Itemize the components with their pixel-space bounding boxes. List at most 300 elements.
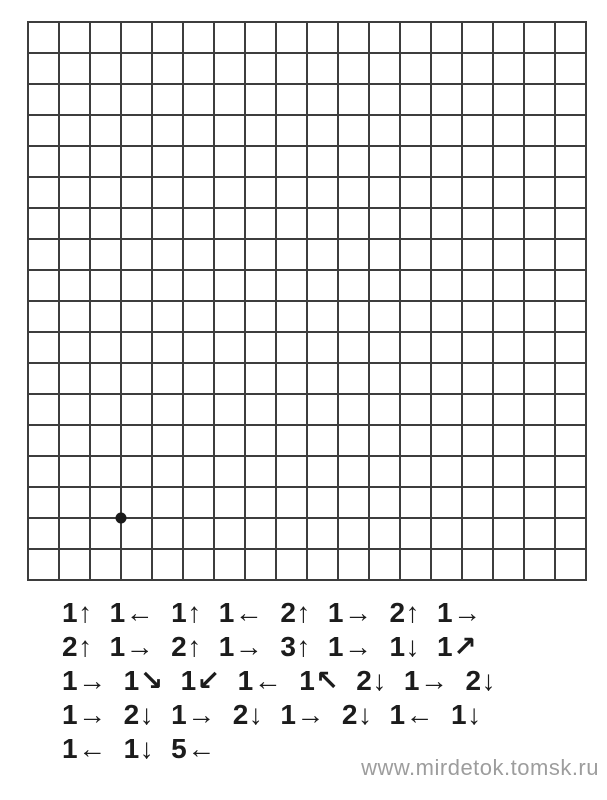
grid-cell [556,116,587,147]
grid-cell [153,178,184,209]
grid-cell [122,395,153,426]
grid-cell [29,209,60,240]
grid-cell [494,85,525,116]
grid-cell [494,550,525,581]
grid-cell [525,519,556,550]
grid-cell [153,147,184,178]
dictation-grid [27,21,587,581]
grid-cell [432,550,463,581]
grid-cell [556,364,587,395]
watermark-url: www.mirdetok.tomsk.ru [361,755,599,780]
grid-cell [556,550,587,581]
instruction-step: 1→ [62,665,107,696]
instruction-step: 2↑ [171,631,202,662]
grid-cell [494,23,525,54]
grid-cell [91,333,122,364]
grid-cell [184,240,215,271]
grid-cell [401,550,432,581]
instruction-step: 5← [171,733,216,764]
grid-cell [339,85,370,116]
grid-cell [184,333,215,364]
grid-cell [215,364,246,395]
grid-cell [246,147,277,178]
grid-cell [463,240,494,271]
grid-cell [122,54,153,85]
grid-cell [277,333,308,364]
grid-cell [246,23,277,54]
instruction-step: 1↓ [389,631,421,662]
instruction-step: 2↓ [341,699,373,730]
grid-cell [556,178,587,209]
grid-cell [29,457,60,488]
instruction-step: 2↓ [356,665,387,696]
grid-cell [339,364,370,395]
grid-cell [215,23,246,54]
grid-cell [432,426,463,457]
grid-cell [215,395,246,426]
instruction-step: 1→ [403,665,449,696]
instruction-step: 1→ [218,631,264,662]
grid-cell [370,550,401,581]
grid-cell [308,364,339,395]
grid-cell [525,240,556,271]
grid-cell [91,23,122,54]
grid-cell [370,457,401,488]
grid-cell [246,271,277,302]
grid-cell [401,116,432,147]
grid-cell [122,178,153,209]
grid-cell [463,23,494,54]
grid-cell [432,240,463,271]
grid-cell [122,364,153,395]
grid-cell [60,178,91,209]
grid-cell [370,85,401,116]
grid-cell [494,364,525,395]
grid-cell [215,116,246,147]
grid-cell [277,457,308,488]
grid-cell [60,240,91,271]
grid-cell [122,23,153,54]
grid-cell [277,364,308,395]
grid-cell [401,395,432,426]
grid-cell [215,271,246,302]
grid-cell [401,178,432,209]
grid-cell [184,302,215,333]
grid-cell [153,519,184,550]
grid-cell [122,116,153,147]
grid-cell [184,54,215,85]
grid-cell [184,271,215,302]
grid-cell [494,488,525,519]
grid-cell [370,116,401,147]
instruction-step: 1→ [171,699,216,730]
grid-cell [246,85,277,116]
grid-cell [215,519,246,550]
grid-cell [184,364,215,395]
grid-cell [277,488,308,519]
grid-cell [370,271,401,302]
grid-cell [556,240,587,271]
grid-cell [60,364,91,395]
grid-cell [401,519,432,550]
grid-cell [556,426,587,457]
grid-cell [122,457,153,488]
grid-cell [184,519,215,550]
grid-cell [277,271,308,302]
grid-cell [122,302,153,333]
grid-cell [308,147,339,178]
grid-cell [246,333,277,364]
grid-cell [432,116,463,147]
grid-cell [184,550,215,581]
grid-cell [153,271,184,302]
grid-cell [308,209,339,240]
grid-cell [277,116,308,147]
grid-cell [246,550,277,581]
grid-cell [153,85,184,116]
grid-cell [339,302,370,333]
grid-cell [525,178,556,209]
grid-cell [308,426,339,457]
grid-cell [29,364,60,395]
grid-cell [370,23,401,54]
grid-cell [91,178,122,209]
grid-cell [463,519,494,550]
grid-cell [525,54,556,85]
grid-cell [60,550,91,581]
grid-cell [153,364,184,395]
grid-cell [463,364,494,395]
grid-cell [401,364,432,395]
grid-cell [525,116,556,147]
grid-cell [494,302,525,333]
instruction-step: 1↙ [180,665,221,696]
grid-cell [432,519,463,550]
grid-cell [463,457,494,488]
grid-cell [122,550,153,581]
grid-cell [370,364,401,395]
instruction-step: 2↑ [62,631,93,662]
grid-cell [432,209,463,240]
instruction-step: 2↑ [280,597,311,628]
grid-cell [277,395,308,426]
grid-cell [339,519,370,550]
grid-cell [215,85,246,116]
grid-cell [339,395,370,426]
grid-cell [401,54,432,85]
grid-cell [29,302,60,333]
grid-cell [246,519,277,550]
grid-cell [308,240,339,271]
grid-cell [246,364,277,395]
grid-cell [122,426,153,457]
grid-cell [432,302,463,333]
grid-cell [525,23,556,54]
grid-cell [494,271,525,302]
grid-cell [91,550,122,581]
grid-cell [556,302,587,333]
grid-cell [463,54,494,85]
grid-cell [215,302,246,333]
grid-cell [153,550,184,581]
instruction-line [62,596,496,630]
grid-cell [463,333,494,364]
grid-cell [525,457,556,488]
grid-cell [525,209,556,240]
grid-cell [463,85,494,116]
instruction-step: 3↑ [280,631,311,662]
grid-cell [184,457,215,488]
grid-cell [494,116,525,147]
grid-cell [153,395,184,426]
grid-cell [463,116,494,147]
grid-cell [277,240,308,271]
grid-cell [91,364,122,395]
grid-cell [432,54,463,85]
grid-cell [401,240,432,271]
grid-cell [463,147,494,178]
grid-cell [494,426,525,457]
grid-cell [370,147,401,178]
grid-cell [556,209,587,240]
grid-cell [277,178,308,209]
grid-cell [91,116,122,147]
grid-cell [153,240,184,271]
grid-cell [432,23,463,54]
grid-cell [525,488,556,519]
grid-cell [29,550,60,581]
instruction-step: 1↖ [299,665,340,696]
grid-cell [122,271,153,302]
grid-cell [153,333,184,364]
grid-cell [246,426,277,457]
instruction-step: 1→ [327,597,373,628]
grid-cell [308,116,339,147]
grid-cell [556,395,587,426]
grid-cell [432,85,463,116]
grid-cell [339,488,370,519]
instruction-step: 1↓ [123,733,155,764]
grid-cell [339,333,370,364]
grid-cell [91,395,122,426]
grid-cell [215,426,246,457]
instruction-step: 1↓ [451,699,482,730]
instruction-step: 1→ [109,631,155,662]
grid-cell [308,395,339,426]
grid-cell [401,209,432,240]
grid-cell [153,457,184,488]
grid-cell [308,488,339,519]
grid-cell [308,178,339,209]
grid-cell [122,147,153,178]
grid-cell [91,85,122,116]
grid-cell [246,116,277,147]
instruction-step: 2↓ [123,699,155,730]
grid-cell [91,147,122,178]
grid-cell [494,209,525,240]
grid-cell [463,426,494,457]
instruction-step: 1← [237,665,283,696]
grid-cell [525,147,556,178]
grid-cell [463,209,494,240]
grid-cell [91,519,122,550]
grid-cell [525,550,556,581]
grid-cell [339,54,370,85]
grid-cell [494,240,525,271]
grid-cell [370,333,401,364]
grid-cell [60,85,91,116]
grid-cell [463,550,494,581]
grid-cell [339,457,370,488]
grid-cell [184,426,215,457]
start-dot [116,513,127,524]
grid-cell [246,457,277,488]
instruction-line [62,630,496,664]
grid-cell [308,271,339,302]
grid-cell [277,23,308,54]
grid-cell [277,209,308,240]
grid-cell [494,333,525,364]
grid-cell [339,426,370,457]
grid-cell [494,178,525,209]
grid-cell [153,426,184,457]
grid-cell [153,209,184,240]
grid-cell [494,54,525,85]
grid-cell [463,178,494,209]
grid-cell [91,426,122,457]
grid-cell [246,54,277,85]
grid-cell [401,302,432,333]
grid-cell [60,395,91,426]
grid-cell [556,271,587,302]
grid-cell [308,302,339,333]
grid-cell [308,333,339,364]
grid-cell [370,395,401,426]
grid-cell [153,116,184,147]
grid-cell [494,457,525,488]
grid-cell [215,209,246,240]
grid-cell [60,209,91,240]
grid-cell [432,178,463,209]
grid-cell [556,54,587,85]
grid-cell [60,457,91,488]
grid-cell [525,271,556,302]
instruction-step: 1← [218,597,264,628]
grid-cell [184,147,215,178]
grid-cell [308,550,339,581]
grid-cell [29,271,60,302]
grid-cell [525,333,556,364]
grid-cell [184,116,215,147]
grid-cell [401,426,432,457]
grid-cell [29,54,60,85]
grid-cell [401,271,432,302]
grid-cell [122,240,153,271]
instruction-step: 1→ [62,699,107,730]
grid-cell [122,488,153,519]
instruction-step: 2↓ [232,699,264,730]
grid-cell [91,240,122,271]
instruction-step: 1← [62,733,107,764]
grid-cell [277,302,308,333]
grid-cell [184,209,215,240]
grid-cell [339,271,370,302]
grid-cell [60,302,91,333]
grid-cell [246,209,277,240]
grid-cell [401,333,432,364]
grid-cell [215,147,246,178]
grid-cell [215,333,246,364]
grid-cell [432,488,463,519]
grid-cell [29,426,60,457]
grid-cell [463,395,494,426]
grid-cell [494,147,525,178]
instruction-step: 1→ [437,597,482,628]
grid-cell [91,209,122,240]
grid-cell [277,85,308,116]
grid-cell [525,364,556,395]
grid-cell [525,302,556,333]
grid-cell [153,54,184,85]
grid-cell [370,519,401,550]
grid-cell [525,395,556,426]
grid-cell [339,209,370,240]
instruction-step: 2↑ [389,597,421,628]
grid-cell [29,395,60,426]
grid-cell [277,550,308,581]
grid-cell [29,23,60,54]
grid-cell [215,488,246,519]
grid-cell [463,488,494,519]
instruction-step: 1→ [280,699,325,730]
grid-cell [60,426,91,457]
grid-cell [339,147,370,178]
grid-cell [277,147,308,178]
grid-cell [463,302,494,333]
grid-cell [401,457,432,488]
grid-cell [556,333,587,364]
grid-cell [122,519,153,550]
instruction-step: 1← [109,597,155,628]
grid-cell [153,23,184,54]
grid-cell [401,23,432,54]
grid-cell [401,147,432,178]
instruction-step: 1← [389,699,435,730]
grid-cell [494,519,525,550]
grid-cell [556,457,587,488]
grid-cell [60,23,91,54]
grid-cell [184,488,215,519]
grid-cell [370,426,401,457]
instruction-step: 1↗ [437,631,478,662]
grid-cell [556,23,587,54]
grid-cell [29,519,60,550]
grid-cell [401,488,432,519]
grid-cell [91,302,122,333]
grid-cell [215,54,246,85]
grid-cell [91,457,122,488]
grid-cell [339,550,370,581]
grid-cell [60,333,91,364]
grid-cell [525,426,556,457]
grid-cell [556,519,587,550]
instruction-step: 1↘ [123,665,164,696]
grid-cell [308,23,339,54]
grid-cell [60,488,91,519]
grid-cell [308,519,339,550]
grid-cell [525,85,556,116]
grid-cell [153,302,184,333]
